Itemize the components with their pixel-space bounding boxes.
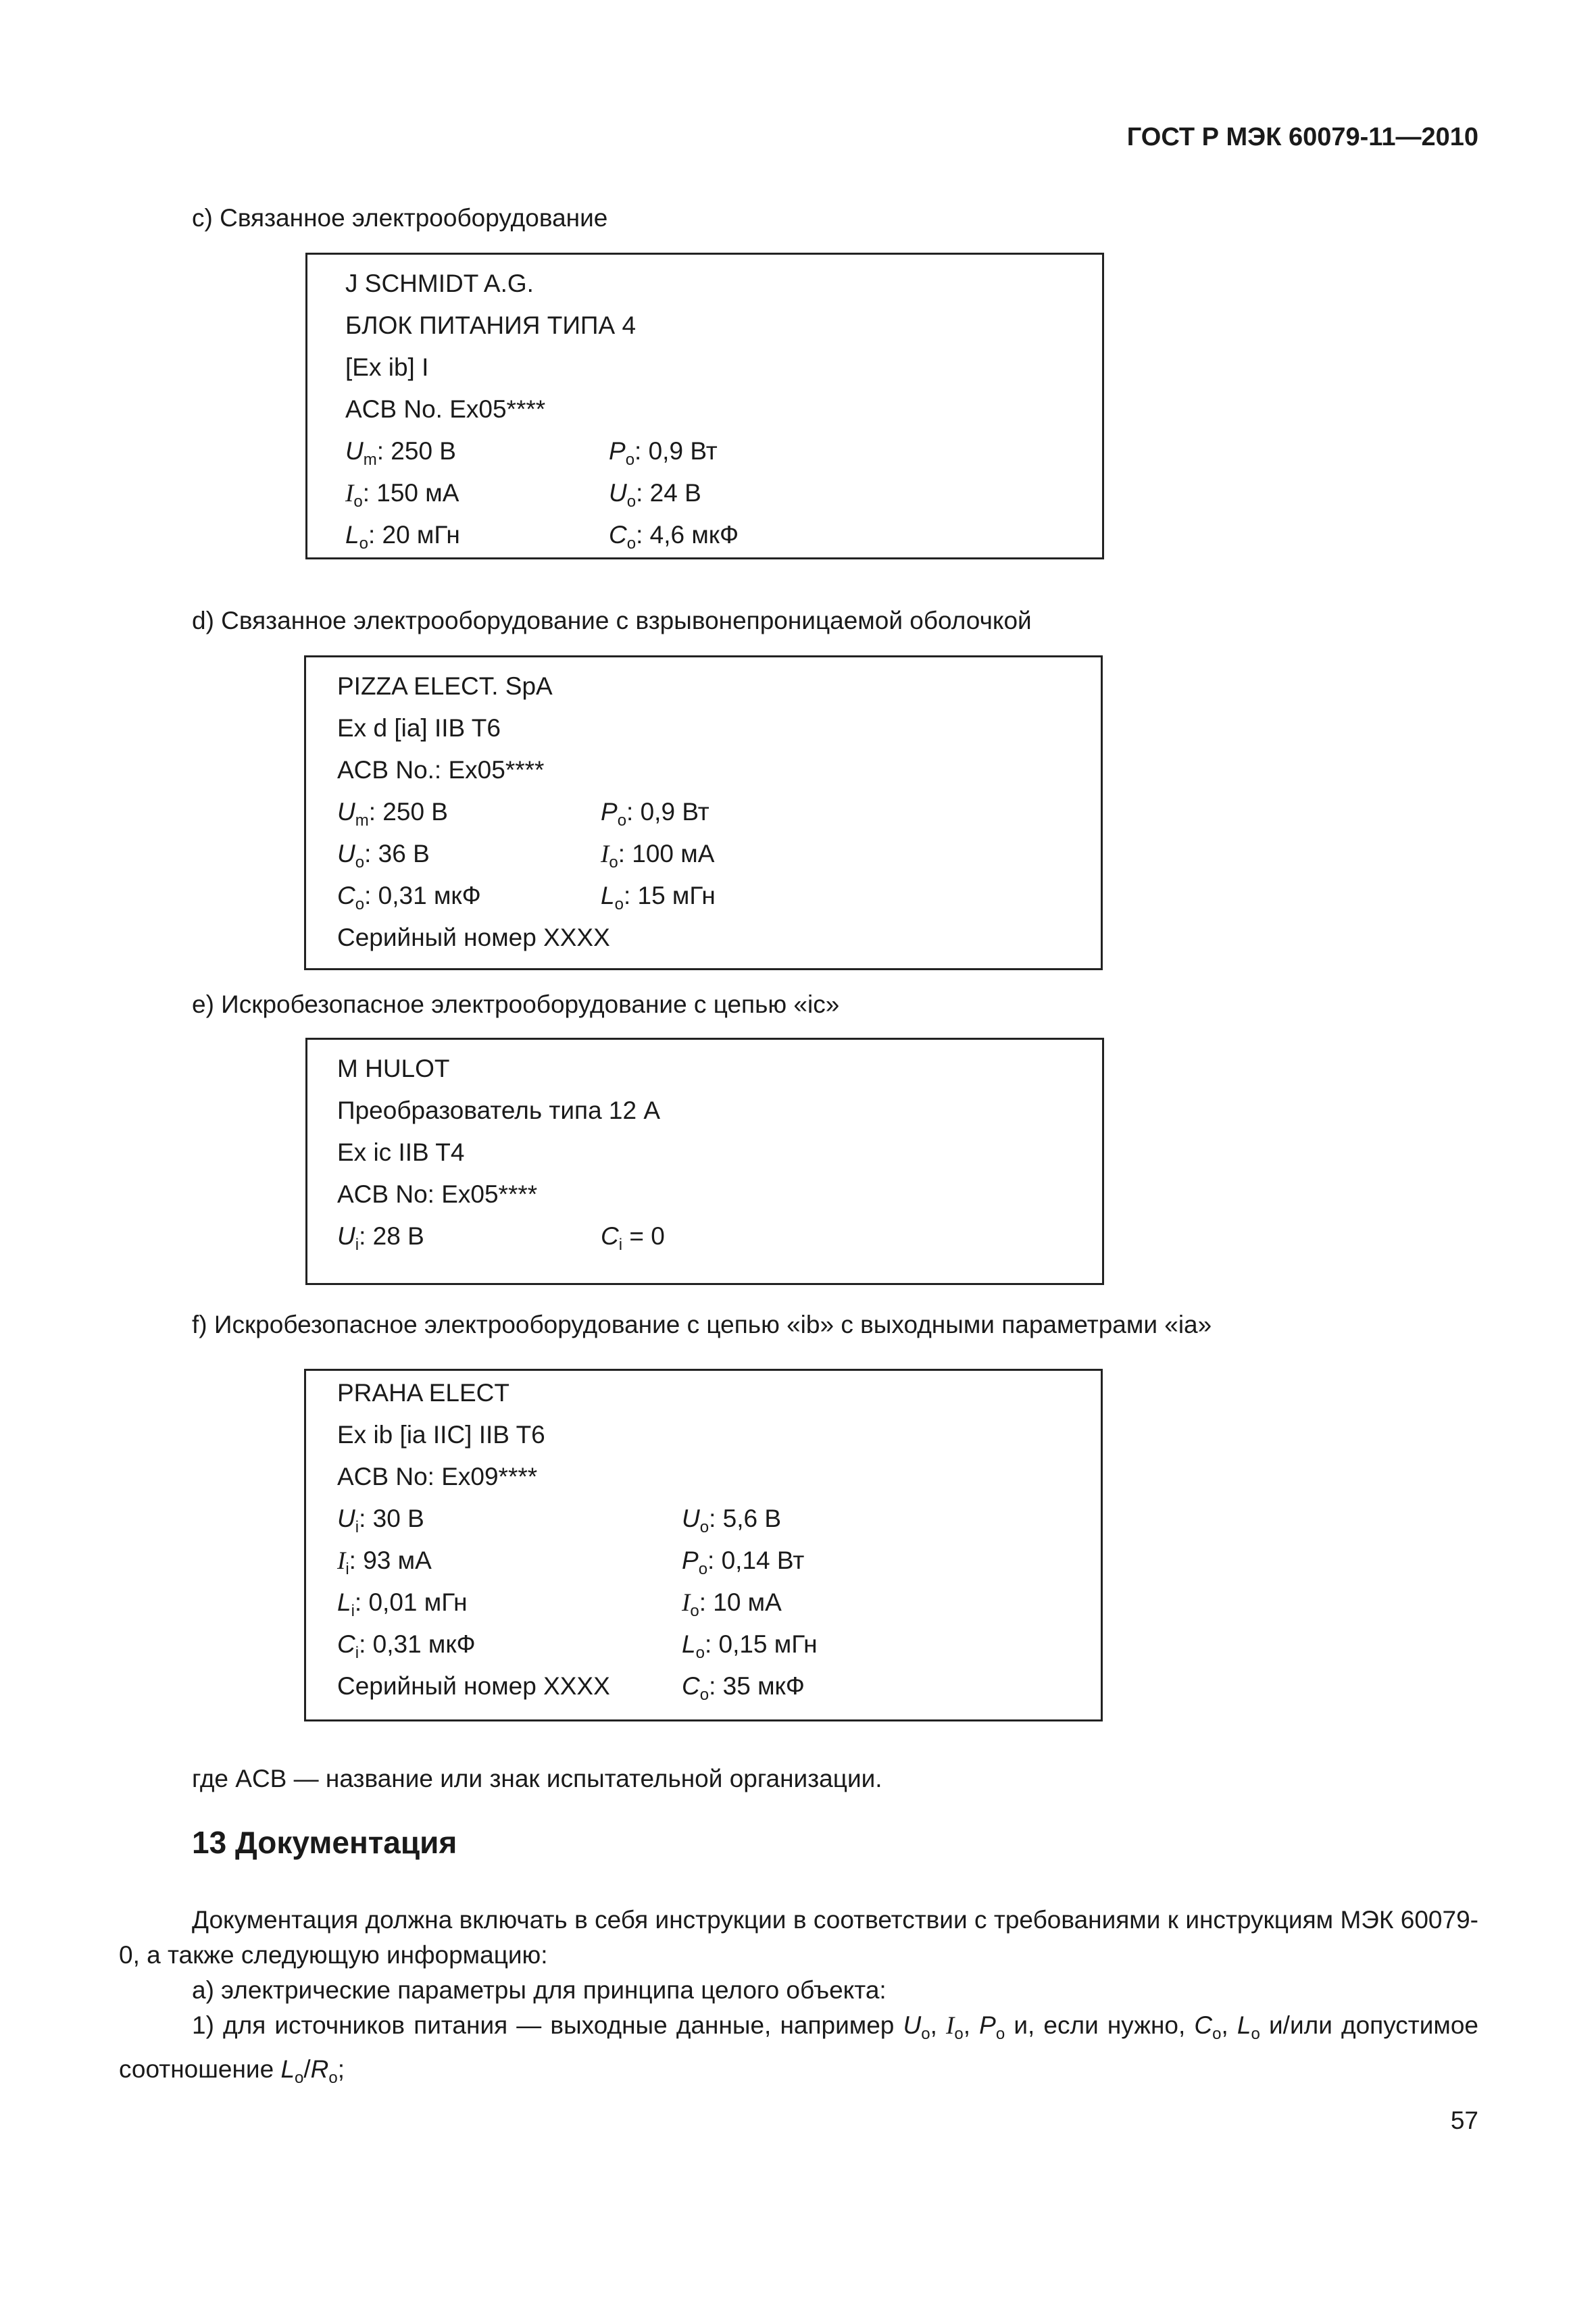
caption-e: e) Искробезопасное электрооборудование с цепью «ic»	[192, 990, 840, 1018]
marking-line: Ex d [ia] IIB T6	[337, 714, 501, 742]
marking-box-d	[304, 655, 1103, 970]
param-right: $L_o$: 0,15 мГн	[682, 1630, 818, 1662]
param-left: $U_m$: 250 В	[337, 798, 448, 830]
param-right: $L_o$: 15 мГн	[601, 882, 716, 913]
marking-line: Ex ic IIB T4	[337, 1138, 465, 1166]
param-left: $U_i$: 28 В	[337, 1222, 424, 1254]
paragraph-item-a: а) электрические параметры для принципа целого объекта:	[192, 1976, 887, 2004]
param-row	[306, 1540, 1101, 1582]
marking-line: PIZZA ELECT. SpA	[337, 672, 553, 700]
param-left: $U_o$: 36 В	[337, 840, 430, 872]
param-right: $P_o$: 0,9 Вт	[609, 437, 718, 469]
param-left: $I_o$: 150 мА	[345, 479, 459, 511]
marking-line: [Ex ib] I	[345, 353, 429, 381]
param-right: $C_o$: 35 мкФ	[682, 1672, 805, 1704]
page-number: 57	[1450, 2107, 1478, 2134]
param-row	[306, 875, 1101, 917]
marking-line: Преобразователь типа 12 А	[337, 1097, 661, 1124]
param-row	[307, 430, 1102, 472]
param-right: $C_o$: 4,6 мкФ	[609, 521, 739, 553]
marking-box-c	[305, 253, 1104, 559]
param-left: $I_i$: 93 мА	[337, 1546, 432, 1578]
serial-number-line: Серийный номер XXXX	[337, 1672, 610, 1700]
param-row	[307, 472, 1102, 514]
acb-note: где ACB — название или знак испытательной организации.	[192, 1765, 882, 1792]
marking-line: PRAHA ELECT	[337, 1379, 509, 1407]
param-row	[307, 1215, 1102, 1257]
serial-number-line: Серийный номер XXXX	[337, 924, 610, 951]
marking-line: Ex ib [ia IIC] IIB T6	[337, 1421, 545, 1449]
marking-box-e	[305, 1038, 1104, 1285]
param-row	[306, 791, 1101, 833]
marking-line: J SCHMIDT A.G.	[345, 270, 534, 297]
param-left: $L_i$: 0,01 мГн	[337, 1588, 468, 1620]
paragraph-documentation: Документация должна включать в себя инструкции в соответствии с требованиями к инструкциям МЭК 60079-0, а также следующую информацию:	[119, 1906, 1478, 1969]
section-heading: 13 Документация	[192, 1825, 457, 1860]
paragraph-item-1: 1) для источников питания — выходные данные, например $U_o$, $I_o$, $P_o$ и, если нужно, $C_o$, $L_o$ и/или допустимое соотношение $L_o/R_o$;	[119, 2011, 1479, 2087]
param-left: $U_m$: 250 В	[345, 437, 456, 469]
param-row	[306, 1665, 1101, 1707]
param-right: $U_o$: 5,6 В	[682, 1505, 782, 1536]
param-right: $C_i = 0$	[601, 1222, 665, 1254]
param-right: $I_o$: 10 мА	[682, 1588, 782, 1620]
document-header: ГОСТ Р МЭК 60079-11—2010	[1126, 123, 1478, 151]
marking-line: ACB No.: Ex05****	[337, 756, 545, 784]
param-row	[307, 514, 1102, 556]
param-row	[306, 1624, 1101, 1665]
param-right: $U_o$: 24 В	[609, 479, 701, 511]
marking-line: ACB No. Ex05****	[345, 395, 546, 423]
param-left: $L_o$: 20 мГн	[345, 521, 460, 553]
param-right: $P_o$: 0,9 Вт	[601, 798, 709, 830]
param-right: $I_o$: 100 мА	[601, 840, 715, 872]
param-row	[306, 1498, 1101, 1540]
caption-f: f) Искробезопасное электрооборудование с цепью «ib» с выходными параметрами «ia»	[192, 1311, 1212, 1338]
param-left: $C_o$: 0,31 мкФ	[337, 882, 481, 913]
param-left: $U_i$: 30 В	[337, 1505, 424, 1536]
param-right: $P_o$: 0,14 Вт	[682, 1546, 805, 1578]
param-row	[306, 1582, 1101, 1624]
marking-line: M HULOT	[337, 1055, 450, 1082]
marking-line: ACB No: Ex09****	[337, 1463, 538, 1490]
param-row	[306, 833, 1101, 875]
caption-c: c) Связанное электрооборудование	[192, 204, 608, 232]
param-left: $C_i$: 0,31 мкФ	[337, 1630, 476, 1662]
marking-box-f	[304, 1369, 1103, 1721]
caption-d: d) Связанное электрооборудование с взрывонепроницаемой оболочкой	[192, 607, 1032, 634]
marking-line: БЛОК ПИТАНИЯ ТИПА 4	[345, 311, 637, 339]
marking-line: ACB No: Ex05****	[337, 1180, 538, 1208]
